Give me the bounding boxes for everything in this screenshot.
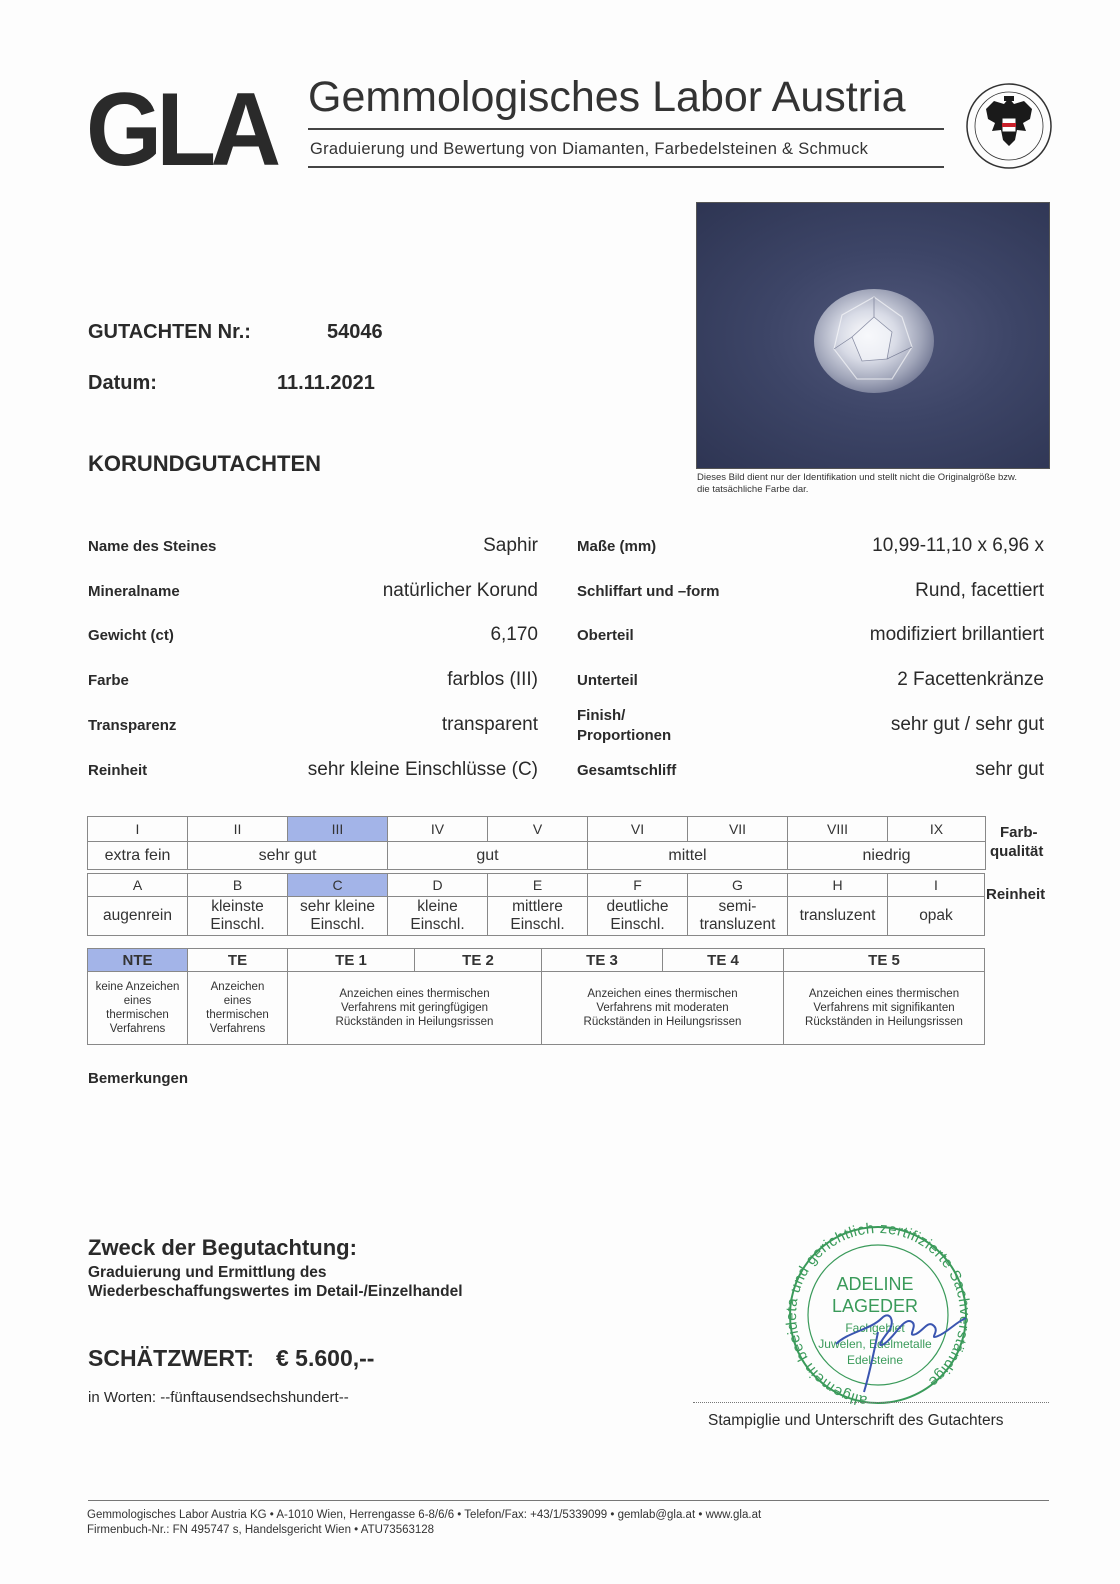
color-group: sehr gut	[188, 842, 388, 870]
stamp-line-3: Fachgebiet	[845, 1321, 905, 1335]
purpose-line: Wiederbeschaffungswertes im Detail-/Einzelhandel	[88, 1283, 463, 1300]
clarity-desc-line: Einschl.	[510, 916, 565, 933]
stamp-name-1: ADELINE	[836, 1274, 914, 1294]
treatment-scale	[87, 948, 985, 1045]
treatment-grade: TE 5	[784, 949, 985, 972]
treatment-desc: Anzeichen eines thermischen Verfahrens mit geringfügigen Rückständen in Heilungsrissen	[288, 972, 542, 1045]
treatment-desc: Anzeichen eines thermischen Verfahrens	[188, 972, 288, 1045]
color-grade: VIII	[788, 817, 888, 842]
color-group: mittel	[588, 842, 788, 870]
property-value: modifiziert brillantiert	[869, 624, 1044, 645]
treatment-desc: Anzeichen eines thermischen Verfahrens mit signifikanten Rückständen in Heilungsrissen	[784, 972, 985, 1045]
footer-address: Gemmologisches Labor Austria KG • A-1010 Wien, Herrengasse 6-8/6/6 • Telefon/Fax: +43/1/5339099 • gemlab@gla.at • www.gla.at	[87, 1509, 762, 1521]
lab-subtitle: Graduierung und Bewertung von Diamanten, Farbedelsteinen & Schmuck	[310, 140, 869, 158]
property-value: sehr gut	[975, 759, 1044, 780]
property-label: Gesamtschliff	[577, 762, 677, 779]
header-rule-bottom	[308, 166, 944, 168]
property-value: sehr gut / sehr gut	[890, 714, 1044, 735]
valuation-amount: € 5.600,--	[276, 1345, 375, 1371]
austrian-eagle-seal-icon	[965, 80, 1053, 172]
color-grade: V	[488, 817, 588, 842]
remarks-label: Bemerkungen	[88, 1070, 189, 1087]
treatment-grade: TE	[188, 949, 288, 972]
valuation-label: SCHÄTZWERT:	[88, 1345, 255, 1371]
color-quality-scale	[87, 816, 986, 870]
clarity-desc	[388, 897, 488, 936]
property-value: Rund, facettiert	[915, 580, 1044, 601]
clarity-grade: A	[88, 874, 188, 897]
report-number-value: 54046	[327, 321, 383, 343]
property-label: Farbe	[88, 672, 129, 689]
clarity-desc-line: mittlere	[512, 898, 563, 915]
color-grade: II	[188, 817, 288, 842]
color-group: extra fein	[88, 842, 188, 870]
purpose-title: Zweck der Begutachtung:	[88, 1235, 357, 1260]
property-label: Unterteil	[577, 672, 638, 689]
color-grade-selected: III	[288, 817, 388, 842]
treatment-grade: TE 1	[288, 949, 415, 972]
purpose-line: Graduierung und Ermittlung des	[88, 1264, 327, 1281]
clarity-grade: H	[788, 874, 888, 897]
color-grade: IV	[388, 817, 488, 842]
clarity-desc-line: semi-	[718, 898, 757, 915]
property-value: 2 Facettenkränze	[897, 669, 1044, 690]
clarity-desc-line: transluzent	[799, 907, 876, 924]
clarity-desc-line: Einschl.	[310, 916, 365, 933]
clarity-grade: D	[388, 874, 488, 897]
property-label: Maße (mm)	[577, 538, 657, 555]
property-value: Saphir	[483, 535, 538, 556]
gla-logo: GLA	[86, 72, 276, 188]
property-label-line2: Proportionen	[577, 727, 672, 744]
sapphire-stone-icon	[812, 287, 937, 395]
clarity-desc-line: transluzent	[699, 916, 776, 933]
color-group: gut	[388, 842, 588, 870]
clarity-grade: B	[188, 874, 288, 897]
clarity-desc-line: kleine	[417, 898, 458, 915]
clarity-desc-line: Einschl.	[410, 916, 465, 933]
valuation-words: in Worten: --fünftausendsechshundert--	[88, 1389, 349, 1406]
clarity-grade-selected: C	[288, 874, 388, 897]
clarity-desc-line: Einschl.	[610, 916, 665, 933]
treatment-desc: keine Anzeichen eines thermischen Verfahrens	[88, 972, 188, 1045]
clarity-grade: E	[488, 874, 588, 897]
clarity-desc-line: Einschl.	[210, 916, 265, 933]
clarity-desc-line: opak	[919, 907, 953, 924]
date-label: Datum:	[88, 372, 157, 394]
property-value: farblos (III)	[447, 669, 538, 690]
footer-rule	[88, 1500, 1049, 1501]
clarity-desc	[588, 897, 688, 936]
clarity-desc	[188, 897, 288, 936]
property-label: Reinheit	[88, 762, 148, 779]
clarity-scale	[87, 873, 985, 936]
color-scale-side-label: Farb-	[1000, 824, 1038, 841]
clarity-desc-line: deutliche	[606, 898, 669, 915]
treatment-desc: Anzeichen eines thermischen Verfahrens mit moderaten Rückständen in Heilungsrissen	[542, 972, 784, 1045]
clarity-desc	[488, 897, 588, 936]
report-type-title: KORUNDGUTACHTEN	[88, 451, 322, 476]
treatment-grade: TE 2	[415, 949, 542, 972]
property-label: Mineralname	[88, 583, 180, 600]
clarity-desc	[88, 897, 188, 936]
stamp-line-4: Juwelen, Edelmetalle	[818, 1337, 932, 1351]
clarity-grade: I	[888, 874, 985, 897]
treatment-grade: TE 3	[542, 949, 663, 972]
property-label: Finish/	[577, 707, 626, 724]
treatment-grade-selected: NTE	[88, 949, 188, 972]
color-grade: IX	[888, 817, 986, 842]
stamp-line-5: Edelsteine	[846, 1353, 904, 1367]
property-value: natürlicher Korund	[382, 580, 538, 601]
color-scale-side-label-2: qualität	[990, 843, 1044, 860]
property-label: Name des Steines	[88, 538, 217, 555]
clarity-desc-line: sehr kleine	[300, 898, 375, 915]
color-grade: I	[88, 817, 188, 842]
clarity-grade: G	[688, 874, 788, 897]
clarity-desc	[688, 897, 788, 936]
stamp-ring-text: allgemein beeideta und gerichtlich zertifizierte Sachverständige	[782, 1222, 974, 1410]
clarity-desc	[288, 897, 388, 936]
clarity-desc	[888, 897, 985, 936]
signature-line	[693, 1402, 1049, 1403]
clarity-desc-line: kleinste	[211, 898, 264, 915]
header-rule-top	[308, 128, 944, 130]
report-number-label: GUTACHTEN Nr.:	[88, 321, 251, 343]
stamp-name-2: LAGEDER	[831, 1296, 919, 1316]
property-label: Gewicht (ct)	[88, 627, 174, 644]
clarity-grade: F	[588, 874, 688, 897]
photo-caption: Dieses Bild dient nur der Identifikation und stellt nicht die Originalgröße bzw. die tatsächliche Farbe dar.	[697, 472, 1018, 495]
expert-stamp	[778, 1222, 978, 1412]
treatment-grade: TE 4	[663, 949, 784, 972]
property-value: transparent	[441, 714, 538, 735]
color-group: niedrig	[788, 842, 986, 870]
property-value: 6,170	[490, 624, 538, 645]
clarity-desc-line: augenrein	[103, 907, 172, 924]
signature-caption: Stampiglie und Unterschrift des Gutachters	[708, 1412, 1004, 1429]
color-grade: VI	[588, 817, 688, 842]
clarity-desc	[788, 897, 888, 936]
clarity-scale-side-label: Reinheit	[986, 886, 1046, 903]
property-value: 10,99-11,10 x 6,96 x	[872, 535, 1044, 556]
color-grade: VII	[688, 817, 788, 842]
property-label: Oberteil	[577, 627, 634, 644]
date-value: 11.11.2021	[277, 372, 375, 394]
footer-registration: Firmenbuch-Nr.: FN 495747 s, Handelsgericht Wien • ATU73563128	[87, 1524, 435, 1536]
property-value: sehr kleine Einschlüsse (C)	[307, 759, 538, 780]
property-label: Schliffart und –form	[577, 583, 720, 600]
lab-name: Gemmologisches Labor Austria	[308, 73, 906, 121]
property-label: Transparenz	[88, 717, 177, 734]
